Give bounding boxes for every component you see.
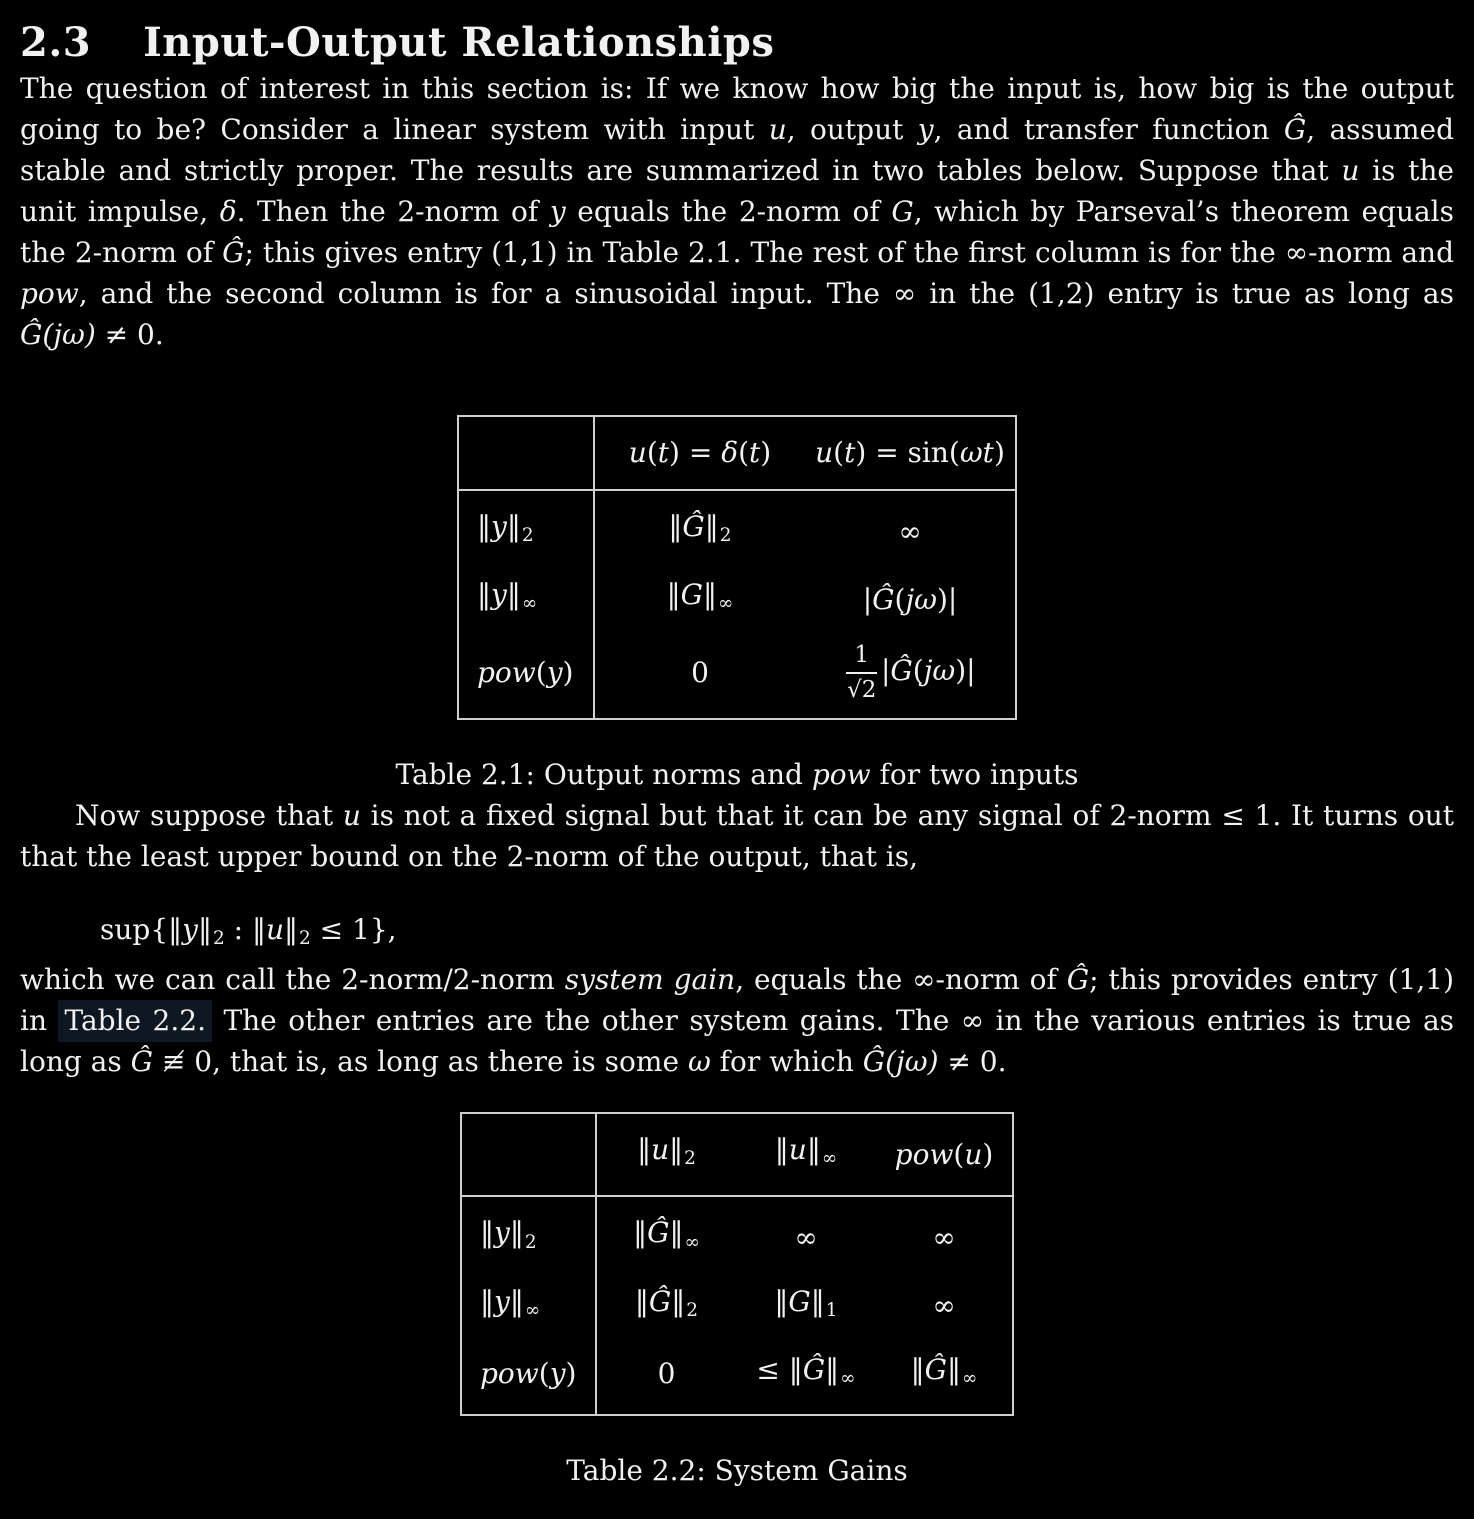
value-cell (805, 633, 1016, 719)
text-segment: ‖ (506, 510, 521, 543)
text-segment: ∞ (840, 1367, 856, 1389)
text-segment: jω (53, 318, 85, 351)
value-cell (805, 565, 1016, 633)
text-segment: ) (760, 436, 772, 469)
text-segment: ( (538, 1357, 550, 1391)
text-segment: u (964, 1137, 983, 1171)
text-segment: . Then the 2-norm of (236, 195, 550, 228)
text-segment: ) = sin( (855, 436, 960, 469)
table-2-2-caption (20, 1450, 1454, 1491)
value-cell (594, 633, 805, 719)
text-segment: ∞ (932, 1221, 956, 1255)
text-segment: ωt (959, 436, 994, 469)
row-label-cell (461, 1272, 596, 1340)
text-segment: : (224, 913, 252, 947)
table-row (461, 1340, 1013, 1415)
text-segment: y (546, 656, 563, 690)
text-segment: ‖ (477, 578, 491, 612)
fraction-denominator: √2 (847, 676, 877, 703)
value-cell (596, 1340, 736, 1415)
fraction-numerator: 1 (846, 642, 877, 673)
text-segment: ≤ 1}, (310, 913, 397, 947)
text-segment: , and transfer function (933, 113, 1284, 146)
column-header-cell (596, 1113, 736, 1196)
text-segment: ) = (669, 436, 722, 469)
text-segment: ∞ (524, 1299, 541, 1321)
text-segment: y (549, 195, 566, 228)
text-segment: 2 (686, 1299, 699, 1321)
text-segment: t (844, 436, 856, 469)
text-segment: ‖ (810, 1284, 825, 1318)
text-segment: ( (646, 436, 658, 469)
text-segment: δ (721, 436, 739, 469)
text-segment: Ĝ (648, 1284, 672, 1318)
text-segment: 2 (212, 928, 225, 950)
text-segment: ‖ (637, 1133, 652, 1167)
text-segment: 2 (719, 525, 732, 547)
text-segment: 2 (521, 525, 534, 547)
text-segment: G (680, 578, 703, 612)
text-segment: 2 (684, 1148, 696, 1170)
text-segment: y (494, 1284, 510, 1318)
text-segment: ‖ (666, 578, 681, 612)
text-segment: ) (982, 1137, 994, 1171)
text-segment: ‖ (774, 1133, 789, 1167)
text-segment: system gain (564, 963, 736, 997)
text-segment: | (862, 582, 873, 616)
text-segment: ω (687, 1045, 711, 1079)
value-cell (594, 565, 805, 633)
text-segment: 1 (825, 1299, 838, 1321)
text-segment: Table 2.2: System Gains (566, 1453, 908, 1487)
text-segment: t (749, 436, 761, 469)
text-segment: pow (477, 656, 536, 690)
text-segment: is not a fixed signal but that it can be any signal of 2-norm ≤ 1. It turns out that the least upper bound on the 2-norm of the output, that is, (20, 799, 1454, 874)
text-segment: Table 2.1: Output norms and (395, 758, 812, 792)
text-segment: ) (84, 318, 96, 351)
text-segment: ‖ (509, 1216, 524, 1250)
text-segment: ‖ (197, 913, 212, 947)
text-segment: 2 (524, 1231, 537, 1253)
text-segment: ‖ (704, 510, 719, 543)
text-segment: u (265, 913, 285, 947)
text-segment: ‖ (284, 913, 299, 947)
text-segment: Ĝ (872, 582, 895, 616)
table-2-2-header-row (461, 1113, 1013, 1196)
text-segment: u (768, 113, 787, 146)
text-segment: , which by Parseval’s theorem equals the 2-norm of (20, 195, 1454, 269)
column-header-cell (736, 1113, 876, 1196)
value-cell (736, 1196, 876, 1271)
value-cell (736, 1340, 876, 1415)
text-segment: , and the second column is for a sinusoidal input. The ∞ in the (1,2) entry is true as long as (78, 277, 1454, 310)
text-segment: Ĝ(jω) (862, 1045, 939, 1079)
table-2-1-block (20, 415, 1454, 720)
text-segment: jω (905, 582, 937, 616)
text-segment: Ĝ (802, 1352, 826, 1386)
text-segment: Ĝ (1283, 113, 1307, 146)
text-segment: ) (562, 656, 574, 690)
text-segment: ∞ (932, 1289, 956, 1323)
text-segment: for which (710, 1045, 863, 1079)
value-cell (805, 490, 1016, 565)
column-header-cell (805, 416, 1016, 490)
table-2-2-link[interactable]: Table 2.2. (58, 1000, 212, 1042)
text-segment: u (342, 799, 361, 833)
text-segment: ≠ 0. (938, 1045, 1007, 1079)
text-segment: , output (786, 113, 918, 146)
text-segment: ‖ (774, 1284, 789, 1318)
text-segment: ∞ (717, 593, 734, 615)
text-segment: ‖ (702, 578, 717, 612)
table-row (461, 1196, 1013, 1271)
text-segment: ∞ (684, 1231, 700, 1253)
text-segment: Ĝ (20, 318, 43, 351)
text-segment: ( (535, 656, 547, 690)
text-segment: for two inputs (870, 758, 1079, 792)
text-segment: ‖ (806, 1133, 821, 1167)
text-segment: jω (923, 654, 956, 688)
text-segment: ≤ (756, 1352, 789, 1386)
text-segment: 0 (691, 656, 709, 690)
text-segment: t (657, 436, 670, 469)
text-segment: )| (955, 654, 976, 688)
text-segment: G (891, 195, 914, 228)
table-row (458, 633, 1016, 719)
text-segment: ‖ (477, 510, 491, 543)
table-corner-cell (458, 416, 594, 490)
text-segment: ( (738, 436, 750, 469)
text-segment: ∞ (521, 593, 538, 615)
table-row (461, 1272, 1013, 1340)
text-segment: ( (833, 436, 845, 469)
text-segment: ) (565, 1357, 577, 1391)
text-segment: pow (894, 1137, 954, 1171)
text-segment: is the unit impulse, (20, 154, 1454, 228)
text-segment: Ĝ (682, 510, 705, 543)
text-segment: The question of interest in this section is: If we know how big the input is, how big is the output going to be? Consider a linear system with input (20, 72, 1454, 146)
value-cell (596, 1196, 736, 1271)
text-segment: ‖ (480, 1216, 494, 1250)
table-2-1-caption (20, 754, 1454, 795)
text-segment: ‖ (671, 1284, 686, 1318)
value-cell (736, 1272, 876, 1340)
text-segment: y (491, 510, 507, 543)
text-segment: u (815, 436, 834, 469)
text-segment: Ĝ (1066, 963, 1090, 997)
table-2-1-header-row (458, 416, 1016, 490)
text-segment: Ĝ (130, 1045, 154, 1079)
text-segment: sup{ (100, 913, 169, 947)
text-segment: ∞ (794, 1221, 818, 1255)
text-segment: ∞ (821, 1148, 838, 1170)
text-segment: y (491, 578, 507, 612)
text-segment: ‖ (634, 1284, 649, 1318)
text-segment: ∞ (961, 1367, 978, 1389)
row-label-cell (461, 1196, 596, 1271)
text-segment: y (182, 913, 198, 947)
text-segment: equals the 2-norm of (565, 195, 892, 228)
table-2-2 (460, 1112, 1014, 1416)
value-cell (596, 1272, 736, 1340)
text-segment: pow (20, 277, 79, 310)
text-segment: ‖ (788, 1352, 803, 1386)
display-formula (100, 909, 1454, 959)
text-segment: y (549, 1357, 566, 1391)
text-segment: Ĝ (647, 1216, 670, 1250)
text-segment: pow (480, 1357, 539, 1391)
text-segment: ‖ (168, 913, 183, 947)
text-segment: The other entries are the other system gains. The ∞ in the various entries is true as long as (20, 1004, 1455, 1079)
text-segment: ‖ (669, 1216, 684, 1250)
paragraph-intro (20, 68, 1454, 355)
text-segment: ( (912, 654, 924, 688)
text-segment: ‖ (825, 1352, 840, 1386)
text-segment: u (628, 436, 647, 469)
row-label-cell (458, 565, 594, 633)
text-segment: u (1341, 154, 1360, 187)
section-title: Input-Output Relationships (143, 19, 775, 66)
text-segment: ‖ (669, 1133, 684, 1167)
text-segment: ‖ (251, 913, 266, 947)
text-segment: G (788, 1284, 811, 1318)
value-cell (876, 1272, 1013, 1340)
section-number: 2.3 (20, 19, 92, 66)
text-segment: Now suppose that (75, 799, 343, 833)
text-segment: )| (936, 582, 958, 616)
table-row (458, 490, 1016, 565)
text-segment: ‖ (910, 1352, 925, 1386)
text-segment: u (788, 1133, 807, 1167)
text-segment: ‖ (668, 510, 683, 543)
text-segment: ‖ (509, 1284, 524, 1318)
text-segment: pow (811, 758, 871, 792)
text-segment: 0 (657, 1357, 676, 1391)
row-label-cell (461, 1340, 596, 1415)
text-segment: ) (993, 436, 1005, 469)
text-segment: ≢ 0, that is, as long as there is some (153, 1045, 688, 1079)
text-segment: | (880, 654, 891, 688)
text-segment: δ (219, 195, 237, 228)
table-corner-cell (461, 1113, 596, 1196)
text-segment: ( (894, 582, 906, 616)
text-segment: which we can call the 2-norm/2-norm (20, 963, 565, 997)
text-segment: , equals the ∞-norm of (735, 963, 1067, 997)
text-segment: 2 (299, 928, 311, 950)
paragraph-suppose (20, 795, 1454, 877)
table-2-1 (457, 415, 1017, 720)
text-segment: ( (42, 318, 54, 351)
paragraph-system-gain (20, 959, 1454, 1082)
row-label-cell (458, 633, 594, 719)
text-segment: ‖ (480, 1284, 494, 1318)
text-segment: y (917, 113, 934, 146)
text-segment: u (651, 1133, 670, 1167)
text-segment: ‖ (633, 1216, 648, 1250)
text-segment: ( (953, 1137, 965, 1171)
text-segment: y (494, 1216, 510, 1250)
text-segment: ‖ (946, 1352, 961, 1386)
value-cell (876, 1340, 1013, 1415)
text-segment: Ĝ (222, 236, 245, 269)
column-header-cell (876, 1113, 1013, 1196)
text-segment: Ĝ (890, 654, 913, 688)
text-segment: Ĝ (924, 1352, 947, 1386)
text-segment: ; this gives entry (1,1) in Table 2.1. The rest of the first column is for the ∞-norm and (244, 236, 1454, 269)
value-cell (876, 1196, 1013, 1271)
section-heading (20, 18, 1454, 68)
text-segment: ∞ (898, 514, 922, 548)
text-segment: ≠ 0. (95, 318, 164, 351)
text-segment: ‖ (506, 578, 521, 612)
text-segment: ; this provides entry (1,1) in (20, 963, 1455, 1038)
text-segment: , assumed stable and strictly proper. The results are summarized in two tables below. Suppose that (20, 113, 1454, 187)
table-row (458, 565, 1016, 633)
value-cell (594, 490, 805, 565)
fraction (846, 642, 877, 703)
row-label-cell (458, 490, 594, 565)
table-2-2-block (20, 1112, 1454, 1416)
column-header-cell (594, 416, 805, 490)
